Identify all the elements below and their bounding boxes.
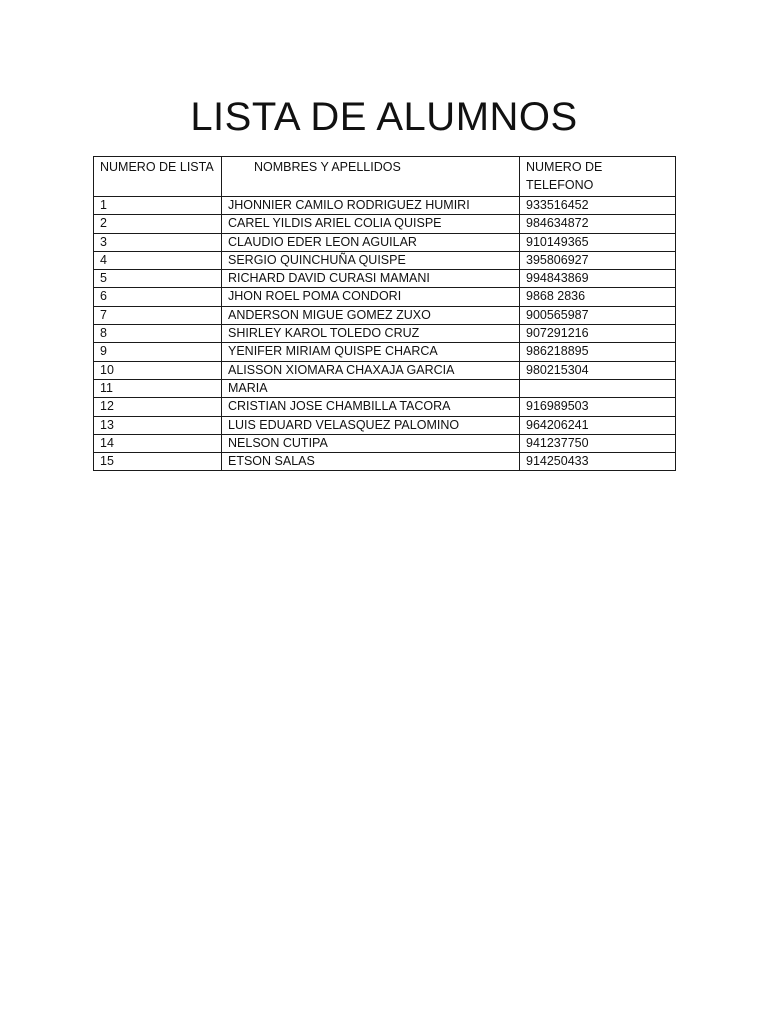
cell-name: YENIFER MIRIAM QUISPE CHARCA bbox=[222, 343, 520, 361]
cell-number: 8 bbox=[94, 325, 222, 343]
cell-phone: 933516452 bbox=[520, 197, 676, 215]
table-row bbox=[94, 233, 676, 251]
cell-name: JHONNIER CAMILO RODRIGUEZ HUMIRI bbox=[222, 197, 520, 215]
cell-name: CRISTIAN JOSE CHAMBILLA TACORA bbox=[222, 398, 520, 416]
cell-phone: 907291216 bbox=[520, 325, 676, 343]
table-row bbox=[94, 343, 676, 361]
cell-number: 15 bbox=[94, 453, 222, 471]
cell-phone: 9868 2836 bbox=[520, 288, 676, 306]
cell-name: CAREL YILDIS ARIEL COLIA QUISPE bbox=[222, 215, 520, 233]
cell-number: 12 bbox=[94, 398, 222, 416]
page-title: LISTA DE ALUMNOS bbox=[190, 95, 578, 139]
table-body bbox=[94, 197, 676, 471]
cell-number: 13 bbox=[94, 416, 222, 434]
cell-name: RICHARD DAVID CURASI MAMANI bbox=[222, 270, 520, 288]
cell-number: 4 bbox=[94, 251, 222, 269]
table-row bbox=[94, 379, 676, 397]
header-phone: NUMERO DE TELEFONO bbox=[520, 157, 676, 197]
header-row bbox=[94, 157, 676, 197]
cell-phone: 395806927 bbox=[520, 251, 676, 269]
cell-phone bbox=[520, 379, 676, 397]
cell-number: 14 bbox=[94, 434, 222, 452]
cell-number: 3 bbox=[94, 233, 222, 251]
cell-phone: 994843869 bbox=[520, 270, 676, 288]
table-row bbox=[94, 270, 676, 288]
cell-name: SERGIO QUINCHUÑA QUISPE bbox=[222, 251, 520, 269]
cell-name: NELSON CUTIPA bbox=[222, 434, 520, 452]
header-names: NOMBRES Y APELLIDOS bbox=[222, 157, 520, 197]
table-row bbox=[94, 306, 676, 324]
cell-name: ANDERSON MIGUE GOMEZ ZUXO bbox=[222, 306, 520, 324]
table-row bbox=[94, 325, 676, 343]
cell-number: 10 bbox=[94, 361, 222, 379]
cell-number: 1 bbox=[94, 197, 222, 215]
cell-name: ALISSON XIOMARA CHAXAJA GARCIA bbox=[222, 361, 520, 379]
cell-name: ETSON SALAS bbox=[222, 453, 520, 471]
cell-phone: 900565987 bbox=[520, 306, 676, 324]
table-row bbox=[94, 398, 676, 416]
table-row bbox=[94, 288, 676, 306]
cell-number: 9 bbox=[94, 343, 222, 361]
table-row bbox=[94, 416, 676, 434]
student-table bbox=[93, 156, 676, 471]
cell-number: 6 bbox=[94, 288, 222, 306]
cell-number: 7 bbox=[94, 306, 222, 324]
table-row bbox=[94, 361, 676, 379]
cell-phone: 986218895 bbox=[520, 343, 676, 361]
cell-name: LUIS EDUARD VELASQUEZ PALOMINO bbox=[222, 416, 520, 434]
table-row bbox=[94, 453, 676, 471]
table-row bbox=[94, 197, 676, 215]
cell-phone: 916989503 bbox=[520, 398, 676, 416]
table-header bbox=[94, 157, 676, 197]
header-number: NUMERO DE LISTA bbox=[94, 157, 222, 197]
cell-number: 5 bbox=[94, 270, 222, 288]
cell-phone: 910149365 bbox=[520, 233, 676, 251]
cell-name: MARIA bbox=[222, 379, 520, 397]
cell-phone: 984634872 bbox=[520, 215, 676, 233]
cell-phone: 980215304 bbox=[520, 361, 676, 379]
table-row bbox=[94, 215, 676, 233]
cell-number: 2 bbox=[94, 215, 222, 233]
table-row bbox=[94, 251, 676, 269]
cell-name: JHON ROEL POMA CONDORI bbox=[222, 288, 520, 306]
cell-phone: 964206241 bbox=[520, 416, 676, 434]
cell-phone: 941237750 bbox=[520, 434, 676, 452]
cell-number: 11 bbox=[94, 379, 222, 397]
cell-name: SHIRLEY KAROL TOLEDO CRUZ bbox=[222, 325, 520, 343]
cell-name: CLAUDIO EDER LEON AGUILAR bbox=[222, 233, 520, 251]
cell-phone: 914250433 bbox=[520, 453, 676, 471]
table-row bbox=[94, 434, 676, 452]
